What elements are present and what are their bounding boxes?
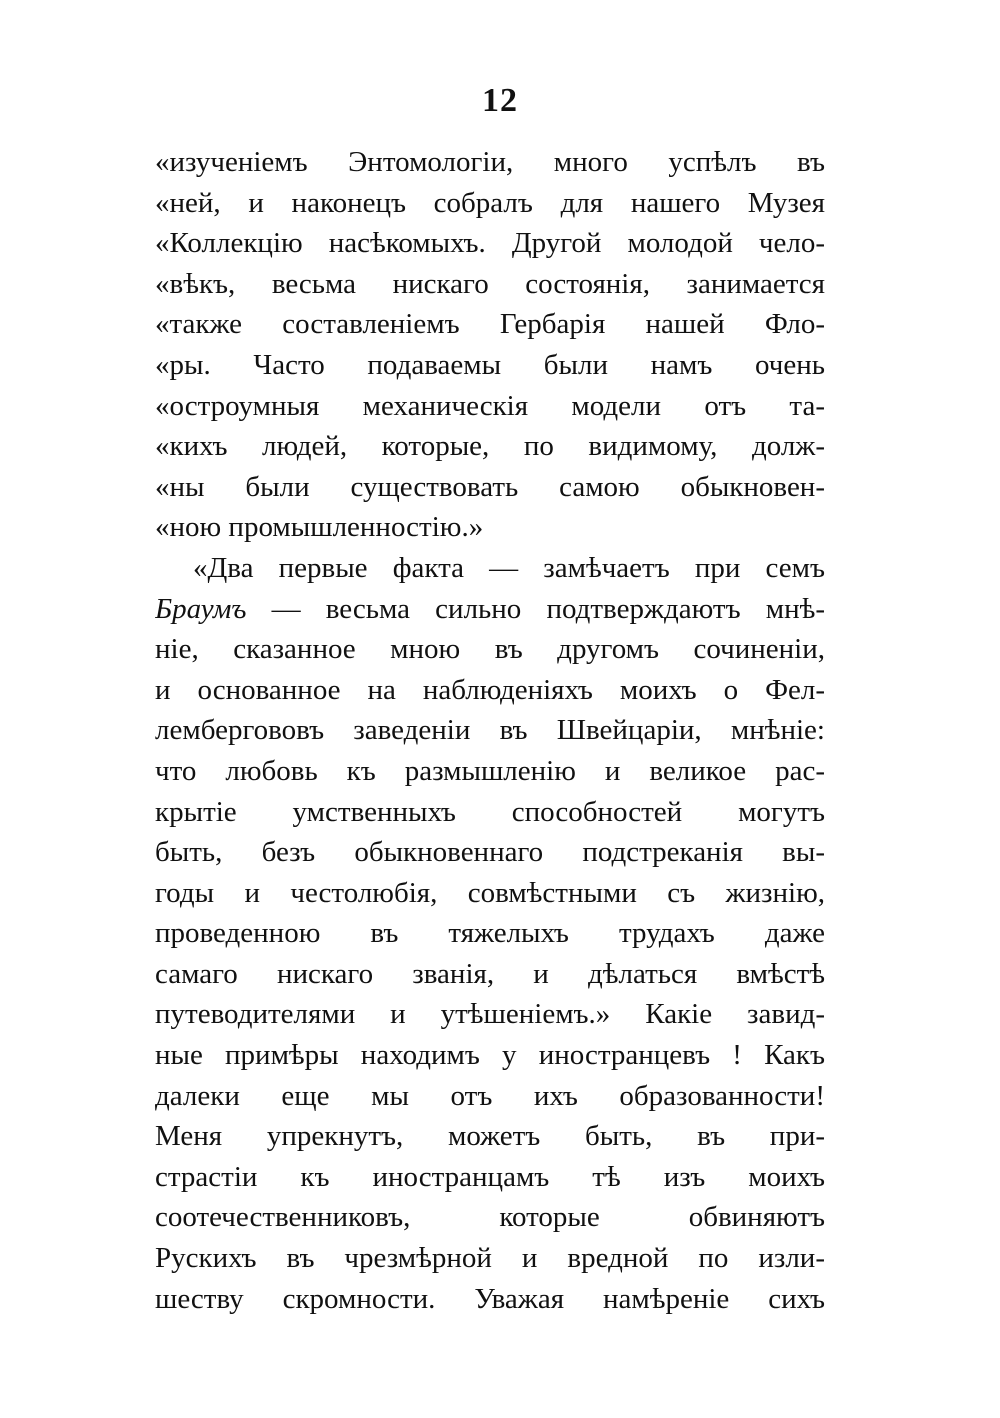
text-line: страстіи къ иностранцамъ тѣ изъ моихъ bbox=[155, 1160, 825, 1193]
text-line: «ною промышленностію.» bbox=[155, 511, 484, 544]
text-line: быть, безъ обыкновеннаго подстреканія вы- bbox=[155, 836, 825, 869]
text-line-rest: — весьма сильно подтверждаютъ мнѣ- bbox=[271, 592, 825, 625]
text-line: далеки еще мы отъ ихъ образованности! bbox=[155, 1079, 825, 1112]
text-line: крытіе умственныхъ способностей могутъ bbox=[155, 795, 825, 828]
text-line: проведенною въ тяжелыхъ трудахъ даже bbox=[155, 917, 825, 950]
text-line: Меня упрекнутъ, можетъ быть, въ при- bbox=[155, 1120, 825, 1153]
text-line: «также составленіемъ Гербарія нашей Фло- bbox=[155, 308, 825, 341]
text-line: «вѣкъ, весьма нискаго состоянія, занимается bbox=[155, 267, 825, 300]
text-line-with-author bbox=[155, 589, 825, 630]
text-line: шеству скромности. Уважая намѣреніе сихъ bbox=[155, 1282, 825, 1315]
text-line: что любовь къ размышленію и великое рас- bbox=[155, 754, 825, 787]
text-line: «изученіемъ Энтомологіи, много успѣлъ въ bbox=[155, 146, 825, 178]
text-line: соотечественниковъ, которые обвиняютъ bbox=[155, 1201, 825, 1234]
text-line: путеводителями и утѣшеніемъ.» Какіе завид- bbox=[155, 998, 825, 1031]
page-number: 12 bbox=[482, 82, 518, 119]
text-line: «кихъ людей, которые, по видимому, долж- bbox=[155, 430, 825, 463]
author-name: Браумъ bbox=[155, 592, 247, 625]
text-line: «Коллекцію насѣкомыхъ. Другой молодой чело- bbox=[155, 227, 825, 260]
text-line: Рускихъ въ чрезмѣрной и вредной по изли- bbox=[155, 1242, 825, 1275]
text-line: лембергововъ заведеніи въ Швейцаріи, мнѣніе: bbox=[155, 714, 825, 747]
paragraph-start-line: «Два первые факта — замѣчаетъ при семъ bbox=[193, 551, 825, 584]
text-line: ные примѣры находимъ у иностранцевъ ! Какъ bbox=[155, 1039, 825, 1072]
text-line: «ней, и наконецъ собралъ для нашего Музея bbox=[155, 186, 825, 219]
text-line: «остроумныя механическія модели отъ та- bbox=[155, 389, 825, 422]
text-line: «ры. Часто подаваемы были намъ очень bbox=[155, 348, 825, 381]
text-line: и основанное на наблюденіяхъ моихъ о Фел- bbox=[155, 673, 825, 706]
text-line: самаго нискаго званія, и дѣлаться вмѣстѣ bbox=[155, 957, 825, 990]
text-line: ніе, сказанное мною въ другомъ сочиненіи, bbox=[155, 633, 825, 666]
body-text bbox=[155, 142, 825, 1319]
text-line: «ны были существовать самою обыкновен- bbox=[155, 470, 825, 503]
text-line: годы и честолюбія, совмѣстными съ жизнію, bbox=[155, 876, 825, 909]
